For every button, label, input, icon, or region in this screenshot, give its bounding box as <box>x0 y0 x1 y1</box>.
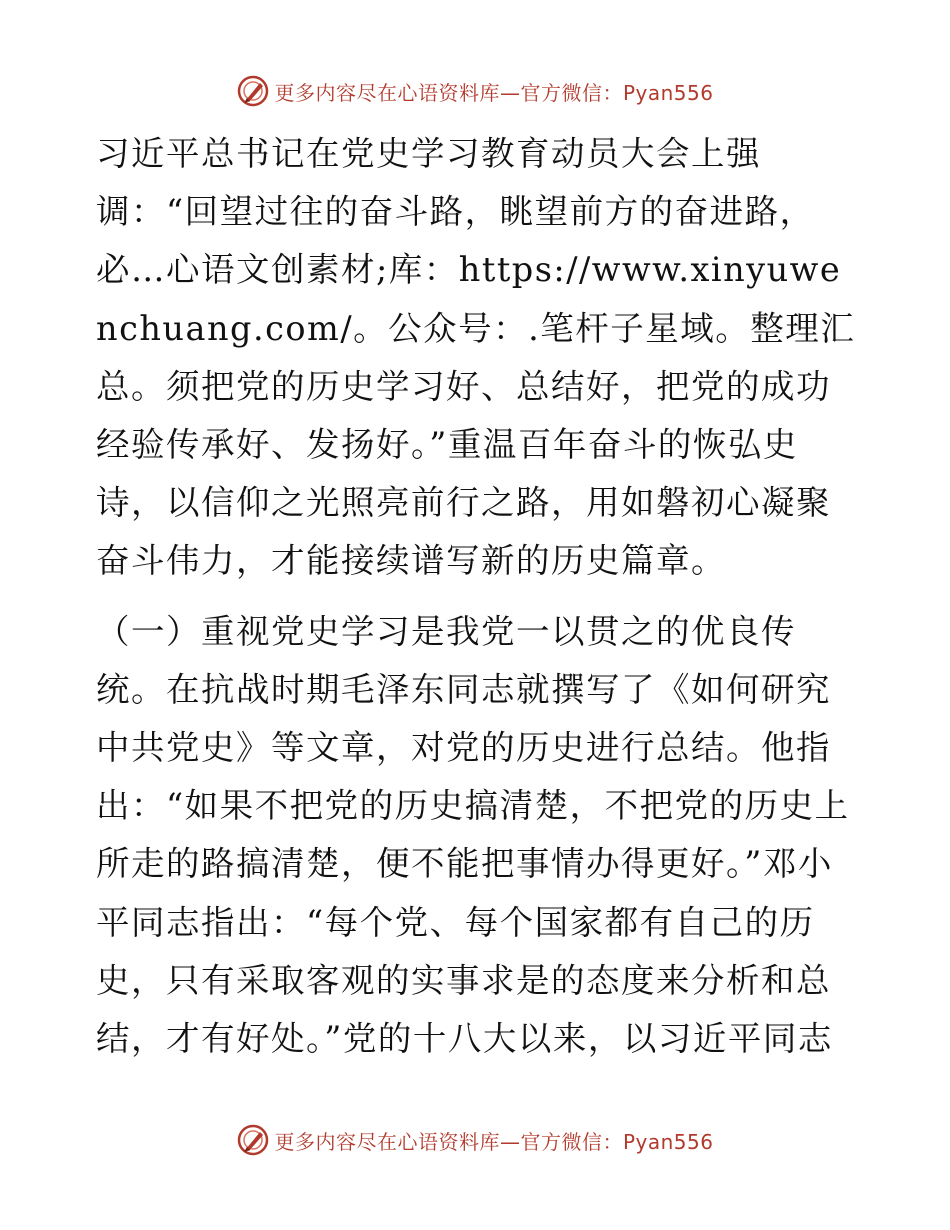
banner-text: 更多内容尽在心语资料库—官方微信：Pyan556 <box>274 1129 714 1154</box>
footer-banner <box>0 1120 950 1160</box>
pen-nib-logo-icon <box>236 74 270 108</box>
banner-text: 更多内容尽在心语资料库—官方微信：Pyan556 <box>274 80 714 105</box>
header-banner <box>0 71 950 111</box>
pen-nib-logo-icon <box>236 1123 270 1157</box>
paragraph-intro: 习近平总书记在党史学习教育动员大会上强调：“回望过往的奋斗路，眺望前方的奋进路，必…心语文创素材;库：https://www.xinyuwenchuang.com/。公众号：.笔杆子星域。整理汇总。须把党的历史学习好、总结好，把党的成功经验传承好、发扬好。”重温百年奋斗的恢弘史诗，以信仰之光照亮前行之路，用如磐初心凝聚奋斗伟力，才能接续谱写新的历史篇章。 <box>96 134 856 581</box>
paragraph-section-one: （一）重视党史学习是我党一以贯之的优良传统。在抗战时期毛泽东同志就撰写了《如何研究中共党史》等文章，对党的历史进行总结。他指出：“如果不把党的历史搞清楚，不把党的历史上所走的路搞清楚，便不能把事情办得更好。”邓小平同志指出：“每个党、每个国家都有自己的历史，只有采取客观的实事求是的态度来分析和总结，才有好处。”党的十八大以来，以习近平同志 <box>96 611 850 1059</box>
document-body <box>96 125 856 1068</box>
